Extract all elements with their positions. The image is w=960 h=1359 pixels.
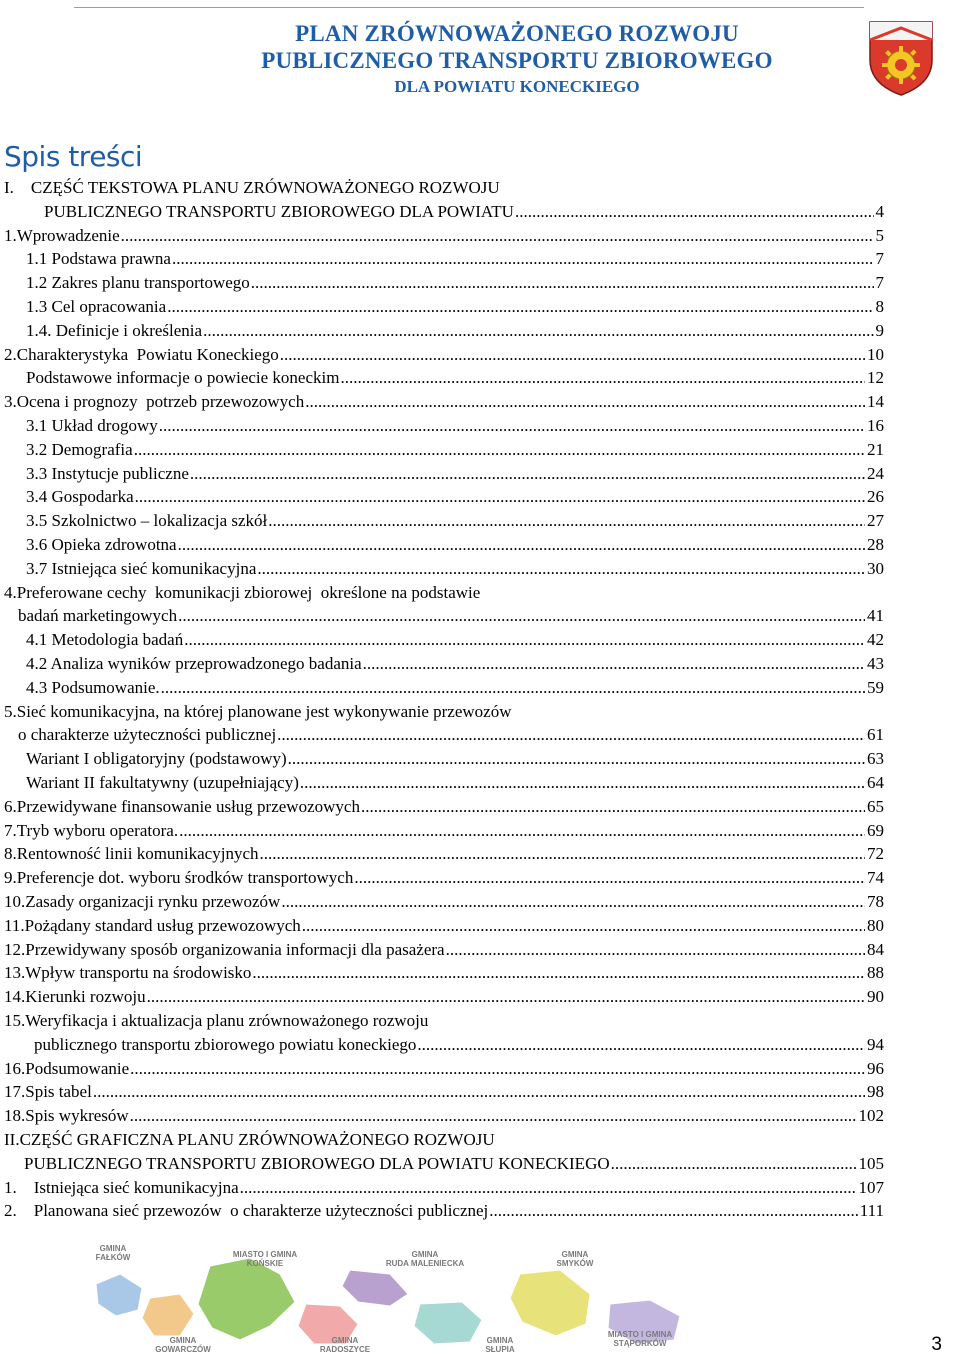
toc-entry[interactable]: [4, 1176, 884, 1200]
toc-entry-page: 41: [867, 606, 884, 626]
toc-entry[interactable]: [4, 985, 884, 1009]
toc-entry[interactable]: [26, 557, 884, 581]
header-rule: [74, 7, 864, 8]
toc-entry-label: 9.Preferencje dot. wyboru środków transportowych: [4, 868, 354, 888]
toc-entry[interactable]: [4, 1080, 884, 1104]
toc-entry[interactable]: [26, 771, 884, 795]
page-number: 3: [931, 1334, 942, 1355]
toc-entry-page: 74: [867, 868, 884, 888]
toc-entry-page: 12: [867, 368, 884, 388]
toc-entry-label: 4.3 Podsumowanie.: [26, 677, 160, 697]
toc-leader-dots: [340, 366, 865, 390]
toc-entry-label: badań marketingowych: [18, 606, 178, 626]
toc-entry-label: 11.Pożądany standard usług przewozowych: [4, 915, 301, 935]
toc-entry-page: 7: [875, 273, 884, 293]
toc-entry-page: 64: [867, 773, 884, 792]
toc-entry-page: 21: [867, 439, 884, 459]
toc-entry-label: 8.Rentowność linii komunikacyjnych: [4, 844, 259, 864]
toc-entry[interactable]: [26, 271, 884, 295]
toc-entry-label: 4.1 Metodologia badań: [26, 630, 184, 650]
toc-leader-dots: [515, 200, 874, 224]
header-title-line3: DLA POWIATU KONECKIEGO: [394, 77, 640, 96]
gmina-label-falkow: GMINA FAŁKÓW: [95, 1244, 131, 1262]
toc-leader-dots: [489, 1199, 857, 1223]
toc-leader-dots: [252, 961, 865, 985]
toc-entry-page: 65: [867, 796, 884, 816]
toc-entry-label: 3.7 Istniejąca sieć komunikacyjna: [26, 558, 257, 578]
toc-entry-page: 111: [859, 1201, 884, 1221]
toc-entry-page: 7: [875, 249, 884, 269]
toc-entry[interactable]: [26, 295, 884, 319]
toc-entry-page: 102: [858, 1106, 884, 1126]
toc-leader-dots: [159, 414, 865, 438]
toc-entry-label: 1.2 Zakres planu transportowego: [26, 273, 250, 293]
gmina-label-stoporkow: MIASTO I GMINA STĄPORKÓW: [607, 1330, 673, 1348]
toc-leader-dots: [161, 676, 865, 700]
toc-entry-label: 1. Istniejąca sieć komunikacyjna: [4, 1177, 239, 1197]
toc-entry[interactable]: [26, 652, 884, 676]
toc-leader-dots: [93, 1080, 865, 1104]
toc-entry[interactable]: [26, 366, 884, 390]
gmina-label-ruda: GMINA RUDA MALENIECKA: [385, 1250, 465, 1268]
gmina-smykow-shape: [510, 1270, 590, 1336]
toc-leader-dots: [251, 271, 874, 295]
toc-leader-dots: [135, 485, 865, 509]
toc-leader-dots: [130, 1104, 857, 1128]
toc-entry[interactable]: [4, 176, 500, 200]
toc-entry-page: 28: [867, 535, 884, 554]
toc-entry-label: I. CZĘŚĆ TEKSTOWA PLANU ZRÓWNOWAŻONEGO ROZWOJU: [4, 178, 500, 197]
toc-entry[interactable]: [4, 890, 884, 914]
gmina-label-gowarczow: GMINA GOWARCZÓW: [155, 1336, 211, 1354]
toc-entry[interactable]: [26, 628, 884, 652]
toc-entry-page: 27: [867, 511, 884, 531]
toc-leader-dots: [302, 914, 865, 938]
toc-entry-label: II.CZĘŚĆ GRAFICZNA PLANU ZRÓWNOWAŻONEGO ROZWOJU: [4, 1130, 495, 1149]
toc-entry-label: 6.Przewidywane finansowanie usług przewozowych: [4, 796, 360, 816]
toc-leader-dots: [446, 938, 865, 962]
toc-entry[interactable]: [4, 1199, 884, 1223]
toc-leader-dots: [277, 723, 865, 747]
powiat-map-logos: [90, 1244, 700, 1356]
toc-heading: Spis treści: [4, 140, 143, 173]
toc-entry-page: 107: [858, 1177, 884, 1197]
toc-leader-dots: [305, 390, 865, 414]
toc-entry-page: 80: [867, 915, 884, 935]
gmina-ruda-shape: [342, 1270, 408, 1306]
toc-entry-label: 3.1 Układ drogowy: [26, 416, 158, 435]
toc-entry-label: 4.Preferowane cechy komunikacji zbiorowej określone na podstawie: [4, 582, 481, 602]
gmina-label-konskie: MIASTO I GMINA KOŃSKIE: [232, 1250, 298, 1268]
toc-entry-label: 1.Wprowadzenie: [4, 225, 120, 245]
toc-entry-label: 3.3 Instytucje publiczne: [26, 463, 189, 483]
toc-leader-dots: [280, 343, 865, 367]
toc-entry-page: 96: [867, 1058, 884, 1078]
toc-entry-label: 1.1 Podstawa prawna: [26, 249, 171, 269]
toc-entry[interactable]: [4, 938, 884, 962]
toc-entry[interactable]: [4, 390, 884, 414]
gmina-label-slupia: GMINA SŁUPIA: [485, 1336, 515, 1354]
toc-leader-dots: [240, 1176, 857, 1200]
toc-entry[interactable]: [26, 247, 884, 271]
toc-leader-dots: [179, 819, 865, 843]
toc-entry[interactable]: [44, 200, 884, 224]
toc-leader-dots: [354, 866, 865, 890]
toc-entry-label: 7.Tryb wyboru operatora.: [4, 820, 179, 840]
toc-entry-label: o charakterze użyteczności publicznej: [18, 725, 277, 745]
toc-entry-page: 8: [875, 297, 884, 316]
toc-entry[interactable]: [26, 462, 884, 486]
toc-leader-dots: [167, 295, 873, 319]
toc-entry-label: 12.Przewidywany sposób organizowania informacji dla pasażera: [4, 939, 445, 959]
toc-entry-page: 94: [867, 1034, 884, 1054]
toc-entry[interactable]: [26, 533, 884, 557]
toc-leader-dots: [363, 652, 865, 676]
toc-entry[interactable]: [4, 1128, 495, 1152]
toc-entry[interactable]: [4, 819, 884, 843]
gmina-label-radoszyce: GMINA RADOSZYCE: [319, 1336, 371, 1354]
toc-entry-page: 9: [875, 320, 884, 340]
toc-leader-dots: [203, 319, 873, 343]
toc-entry[interactable]: [26, 414, 884, 438]
toc-entry-label: 3.2 Demografia: [26, 439, 133, 459]
toc-entry-label: 1.4. Definicje i określenia: [26, 320, 203, 340]
toc-entry[interactable]: [26, 485, 884, 509]
toc-entry-label: Wariant I obligatoryjny (podstawowy): [26, 749, 287, 769]
toc-entry-page: 84: [867, 939, 884, 959]
toc-entry-page: 16: [867, 416, 884, 435]
gmina-falkow-shape: [96, 1274, 142, 1316]
toc-leader-dots: [281, 890, 865, 914]
toc-entry[interactable]: [4, 224, 884, 248]
toc-leader-dots: [300, 771, 865, 795]
toc-entry-page: 43: [867, 654, 884, 673]
toc-entry-label: publicznego transportu zbiorowego powiatu koneckiego: [34, 1034, 417, 1054]
toc-entry[interactable]: [4, 1057, 884, 1081]
toc-entry[interactable]: [4, 700, 512, 724]
toc-entry-page: 14: [867, 392, 884, 412]
toc-entry[interactable]: [4, 866, 884, 890]
toc-entry[interactable]: [4, 842, 884, 866]
toc-entry[interactable]: [26, 509, 884, 533]
toc-entry-page: 10: [867, 344, 884, 364]
toc-entry-label: 3.6 Opieka zdrowotna: [26, 535, 177, 554]
toc-entry[interactable]: [26, 438, 884, 462]
toc-entry-page: 24: [867, 463, 884, 483]
toc-entry-label: 17.Spis tabel: [4, 1082, 92, 1102]
toc-entry-label: 15.Weryfikacja i aktualizacja planu zrównoważonego rozwoju: [4, 1011, 429, 1030]
toc-entry-page: 42: [867, 630, 884, 650]
toc-leader-dots: [361, 795, 865, 819]
toc-entry-page: 105: [858, 1153, 884, 1173]
toc-leader-dots: [190, 462, 865, 486]
toc-entry[interactable]: [18, 604, 884, 628]
toc-leader-dots: [288, 747, 865, 771]
document-header-title: [252, 20, 782, 100]
toc-entry-page: 61: [867, 725, 884, 745]
header-title-line1: PLAN ZRÓWNOWAŻONEGO ROZWOJU: [295, 21, 739, 46]
toc-entry-page: 88: [867, 963, 884, 983]
toc-entry-label: 10.Zasady organizacji rynku przewozów: [4, 892, 281, 911]
toc-entry[interactable]: [26, 747, 884, 771]
toc-leader-dots: [130, 1057, 865, 1081]
gmina-konskie-shape: [198, 1258, 295, 1340]
toc-leader-dots: [184, 628, 865, 652]
toc-entry-label: 3.5 Szkolnictwo – lokalizacja szkół: [26, 511, 268, 531]
toc-leader-dots: [178, 604, 865, 628]
toc-leader-dots: [134, 438, 865, 462]
toc-entry[interactable]: [4, 795, 884, 819]
toc-leader-dots: [147, 985, 865, 1009]
toc-leader-dots: [611, 1152, 857, 1176]
toc-entry[interactable]: [34, 1033, 884, 1057]
toc-entry[interactable]: [24, 1152, 884, 1176]
toc-entry[interactable]: [26, 319, 884, 343]
toc-entry[interactable]: [4, 1009, 428, 1033]
toc-entry-page: 90: [867, 987, 884, 1007]
gmina-gowarczow-shape: [142, 1294, 194, 1336]
toc-entry-page: 30: [867, 558, 884, 578]
toc-entry-label: 2. Planowana sieć przewozów o charakterze użyteczności publicznej: [4, 1201, 489, 1221]
toc-entry-page: 98: [867, 1082, 884, 1102]
header-title-line2: PUBLICZNEGO TRANSPORTU ZBIOROWEGO: [261, 48, 773, 73]
toc-entry[interactable]: [18, 723, 884, 747]
toc-leader-dots: [257, 557, 865, 581]
toc-entry-label: Podstawowe informacje o powiecie koneckim: [26, 368, 340, 388]
toc-entry-label: Wariant II fakultatywny (uzupełniający): [26, 773, 299, 792]
toc-leader-dots: [178, 533, 865, 557]
toc-leader-dots: [268, 509, 865, 533]
toc-entry-page: 59: [867, 677, 884, 697]
toc-entry-page: 78: [867, 892, 884, 911]
toc-entry-label: 4.2 Analiza wyników przeprowadzonego badania: [26, 654, 362, 673]
toc-entry-page: 63: [867, 749, 884, 769]
toc-entry-label: 3.Ocena i prognozy potrzeb przewozowych: [4, 392, 305, 412]
toc-entry-page: 69: [867, 820, 884, 840]
toc-entry[interactable]: [4, 1104, 884, 1128]
toc-entry-page: 26: [867, 487, 884, 507]
toc-entry-page: 5: [875, 225, 884, 245]
toc-entry-label: 3.4 Gospodarka: [26, 487, 134, 507]
toc-leader-dots: [260, 842, 866, 866]
toc-entry-page: 4: [875, 201, 884, 221]
toc-entry[interactable]: [4, 343, 884, 367]
toc-entry-label: PUBLICZNEGO TRANSPORTU ZBIOROWEGO DLA POWIATU KONECKIEGO: [24, 1153, 610, 1173]
toc-entry-label: 13.Wpływ transportu na środowisko: [4, 963, 252, 983]
toc-entry-label: 16.Podsumowanie: [4, 1058, 130, 1078]
toc-entry-label: 18.Spis wykresów: [4, 1106, 129, 1126]
toc-leader-dots: [172, 247, 874, 271]
toc-entry[interactable]: [26, 676, 884, 700]
toc-entry-label: 14.Kierunki rozwoju: [4, 987, 146, 1007]
toc-entry[interactable]: [4, 914, 884, 938]
toc-leader-dots: [121, 224, 874, 248]
toc-entry-label: PUBLICZNEGO TRANSPORTU ZBIOROWEGO DLA POWIATU: [44, 201, 514, 221]
toc-entry-label: 5.Sieć komunikacyjna, na której planowane jest wykonywanie przewozów: [4, 701, 512, 721]
toc-entry[interactable]: [4, 581, 480, 605]
gmina-label-smykow: GMINA SMYKÓW: [556, 1250, 594, 1268]
toc-entry[interactable]: [4, 961, 884, 985]
toc-entry-label: 1.3 Cel opracowania: [26, 297, 167, 316]
toc-leader-dots: [417, 1033, 865, 1057]
coat-of-arms-icon: [864, 18, 938, 98]
toc-entry-label: 2.Charakterystyka Powiatu Koneckiego: [4, 344, 279, 364]
toc-entry-page: 72: [867, 844, 884, 864]
